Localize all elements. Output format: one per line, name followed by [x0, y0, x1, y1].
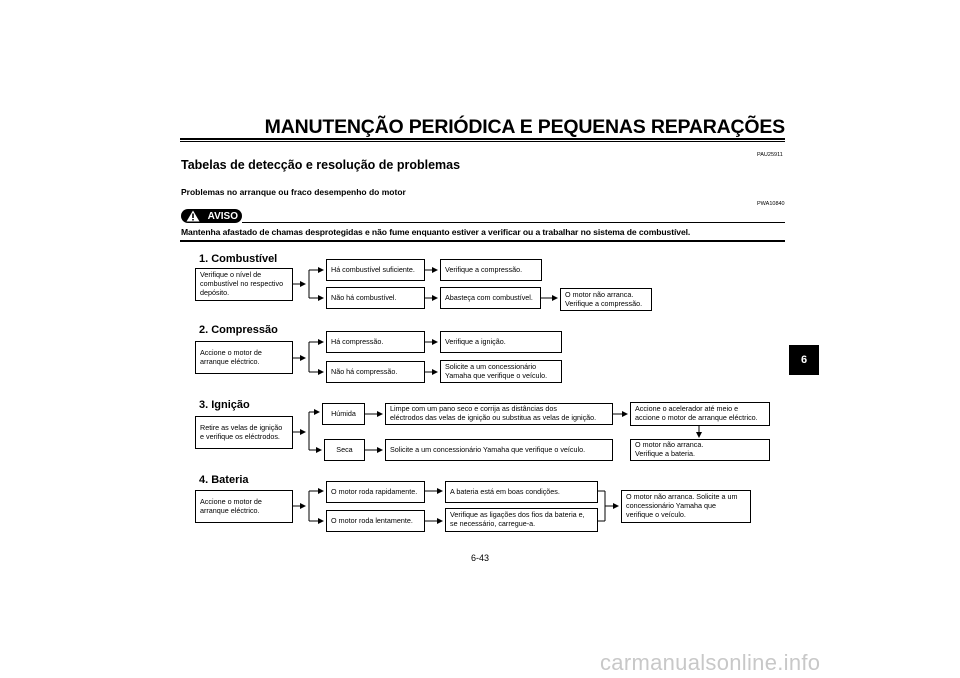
fuel-ok-action-box: Verifique a compressão. — [440, 259, 542, 281]
step-fuel-title: 1. Combustível — [199, 253, 278, 265]
warning-text: Mantenha afastado de chamas desprotegidas e não fume enquanto estiver a verificar ou a trabalhar no sistema de combustível. — [181, 227, 691, 237]
watermark: carmanualsonline.info — [600, 650, 821, 675]
fuel-no-action-box: Abasteça com combustível. — [440, 287, 541, 309]
ignition-wet-action-box: Limpe com um pano seco e corrija as distâncias dos eléctrodos das velas de ignição ou substitua as velas de ignição. — [385, 403, 613, 425]
section-code: PAU25911 — [757, 152, 783, 158]
ignition-dry-action-box: Solicite a um concessionário Yamaha que verifique o veículo. — [385, 439, 613, 461]
battery-slow-box: O motor roda lentamente. — [326, 510, 425, 532]
battery-result-box: O motor não arranca. Solicite a um concessionário Yamaha que verifique o veículo. — [621, 490, 751, 523]
compression-check-box: Accione o motor de arranque eléctrico. — [195, 341, 293, 374]
ignition-wet-box: Húmida — [322, 403, 365, 425]
compression-no-action-box: Solicite a um concessionário Yamaha que verifique o veículo. — [440, 360, 562, 383]
fuel-ok-box: Há combustível suficiente. — [326, 259, 425, 281]
battery-slow-action-box: Verifique as ligações dos fios da bateria e, se necessário, carregue-a. — [445, 508, 598, 532]
compression-ok-action-box: Verifique a ignição. — [440, 331, 562, 353]
warning-code: PWA10840 — [757, 201, 785, 207]
chapter-tab: 6 — [789, 345, 819, 375]
ignition-wet-next-box: Accione o acelerador até meio e accione o motor de arranque eléctrico. — [630, 402, 770, 426]
subsection-title: Problemas no arranque ou fraco desempenho do motor — [181, 187, 406, 197]
ignition-check-box: Retire as velas de ignição e verifique os eléctrodos. — [195, 416, 293, 449]
page-number: 6-43 — [470, 553, 489, 563]
step-compression-title: 2. Compressão — [199, 324, 278, 336]
section-title: Tabelas de detecção e resolução de problemas — [181, 158, 461, 172]
ignition-wet-result-box: O motor não arranca. Verifique a bateria. — [630, 439, 770, 461]
fuel-no-box: Não há combustível. — [326, 287, 425, 309]
warning-label: AVISO — [207, 210, 238, 222]
step-ignition-title: 3. Ignição — [199, 399, 250, 411]
compression-ok-box: Há compressão. — [326, 331, 425, 353]
ignition-dry-box: Seca — [324, 439, 365, 461]
fuel-check-box: Verifique o nível de combustível no respectivo depósito. — [195, 268, 293, 301]
chapter-title: MANUTENÇÃO PERIÓDICA E PEQUENAS REPARAÇÕES — [264, 116, 785, 138]
compression-no-box: Não há compressão. — [326, 361, 425, 383]
step-battery-title: 4. Bateria — [199, 474, 249, 486]
battery-fast-action-box: A bateria está em boas condições. — [445, 481, 598, 503]
battery-fast-box: O motor roda rapidamente. — [326, 481, 425, 503]
fuel-result-box: O motor não arranca. Verifique a compressão. — [560, 288, 652, 311]
battery-check-box: Accione o motor de arranque eléctrico. — [195, 490, 293, 523]
